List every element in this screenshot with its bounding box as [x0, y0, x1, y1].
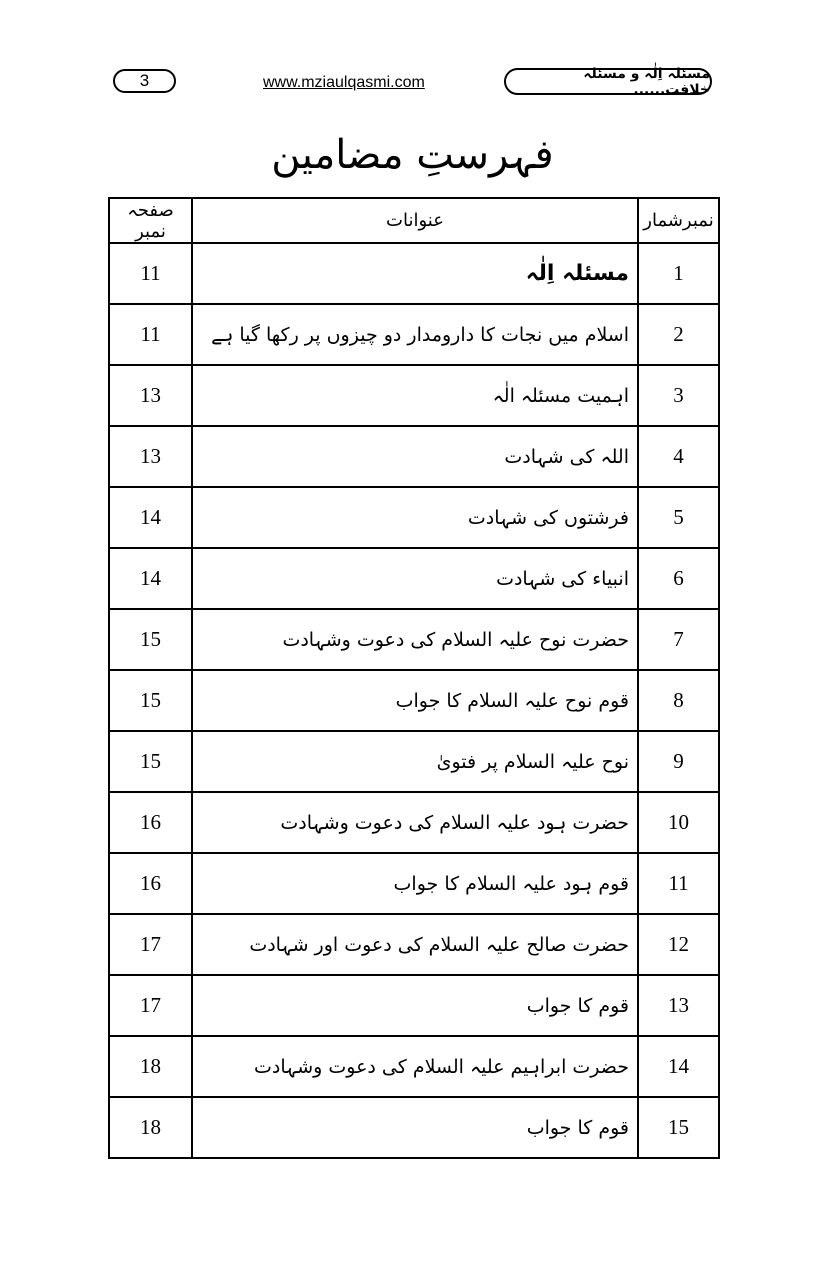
header-page: صفحہ نمبر [109, 198, 192, 243]
row-serial-number: 4 [638, 426, 719, 487]
row-serial-number: 12 [638, 914, 719, 975]
row-page-number: 11 [109, 304, 192, 365]
table-row [109, 670, 719, 731]
table-row [109, 548, 719, 609]
row-topic-title: فرشتوں کی شہادت [192, 487, 638, 548]
row-page-number: 15 [109, 609, 192, 670]
table-row [109, 731, 719, 792]
row-topic-title: اسلام میں نجات کا دارومدار دو چیزوں پر رکھا گیا ہے [192, 304, 638, 365]
table-row [109, 914, 719, 975]
table-row [109, 304, 719, 365]
row-serial-number: 7 [638, 609, 719, 670]
row-page-number: 15 [109, 731, 192, 792]
row-page-number: 17 [109, 975, 192, 1036]
row-page-number: 14 [109, 548, 192, 609]
header-serial: نمبرشمار [638, 198, 719, 243]
table-row [109, 975, 719, 1036]
table-row [109, 1097, 719, 1158]
row-serial-number: 6 [638, 548, 719, 609]
row-topic-title: حضرت نوح علیہ السلام کی دعوت وشہادت [192, 609, 638, 670]
row-serial-number: 10 [638, 792, 719, 853]
row-serial-number: 8 [638, 670, 719, 731]
row-topic-title: حضرت صالح علیہ السلام کی دعوت اور شہادت [192, 914, 638, 975]
table-row [109, 853, 719, 914]
table-row [109, 426, 719, 487]
row-serial-number: 2 [638, 304, 719, 365]
row-serial-number: 9 [638, 731, 719, 792]
table-row [109, 243, 719, 304]
table-of-contents [108, 197, 720, 1159]
row-serial-number: 13 [638, 975, 719, 1036]
table-row [109, 792, 719, 853]
row-serial-number: 15 [638, 1097, 719, 1158]
row-topic-title: انبیاء کی شہادت [192, 548, 638, 609]
header-topics: عنوانات [192, 198, 638, 243]
row-topic-title: مسئلہ اِلٰہ [192, 243, 638, 304]
table-row [109, 609, 719, 670]
row-page-number: 13 [109, 365, 192, 426]
row-serial-number: 3 [638, 365, 719, 426]
row-page-number: 15 [109, 670, 192, 731]
row-topic-title: قوم نوح علیہ السلام کا جواب [192, 670, 638, 731]
row-page-number: 18 [109, 1097, 192, 1158]
table-row [109, 487, 719, 548]
row-page-number: 16 [109, 853, 192, 914]
row-topic-title: اہمیت مسئلہ الٰہ [192, 365, 638, 426]
page-number: 3 [113, 69, 176, 93]
row-topic-title: قوم کا جواب [192, 975, 638, 1036]
row-topic-title: نوح علیہ السلام پر فتویٰ [192, 731, 638, 792]
row-topic-title: اللہ کی شہادت [192, 426, 638, 487]
table-header-row [109, 198, 719, 243]
row-page-number: 11 [109, 243, 192, 304]
table-row [109, 1036, 719, 1097]
row-page-number: 18 [109, 1036, 192, 1097]
page-title: فہرستِ مضامین [271, 132, 554, 178]
row-topic-title: حضرت ہود علیہ السلام کی دعوت وشہادت [192, 792, 638, 853]
row-serial-number: 1 [638, 243, 719, 304]
row-topic-title: قوم ہود علیہ السلام کا جواب [192, 853, 638, 914]
row-serial-number: 14 [638, 1036, 719, 1097]
row-topic-title: حضرت ابراہیم علیہ السلام کی دعوت وشہادت [192, 1036, 638, 1097]
row-page-number: 16 [109, 792, 192, 853]
row-page-number: 14 [109, 487, 192, 548]
book-title: مسئلہ اِلٰہ و مسئلہ خلافت...... [504, 68, 712, 95]
table-row [109, 365, 719, 426]
row-page-number: 17 [109, 914, 192, 975]
row-serial-number: 5 [638, 487, 719, 548]
table-body [109, 243, 719, 1158]
website-link[interactable]: www.mziaulqasmi.com [263, 74, 425, 91]
row-topic-title: قوم کا جواب [192, 1097, 638, 1158]
row-page-number: 13 [109, 426, 192, 487]
row-serial-number: 11 [638, 853, 719, 914]
